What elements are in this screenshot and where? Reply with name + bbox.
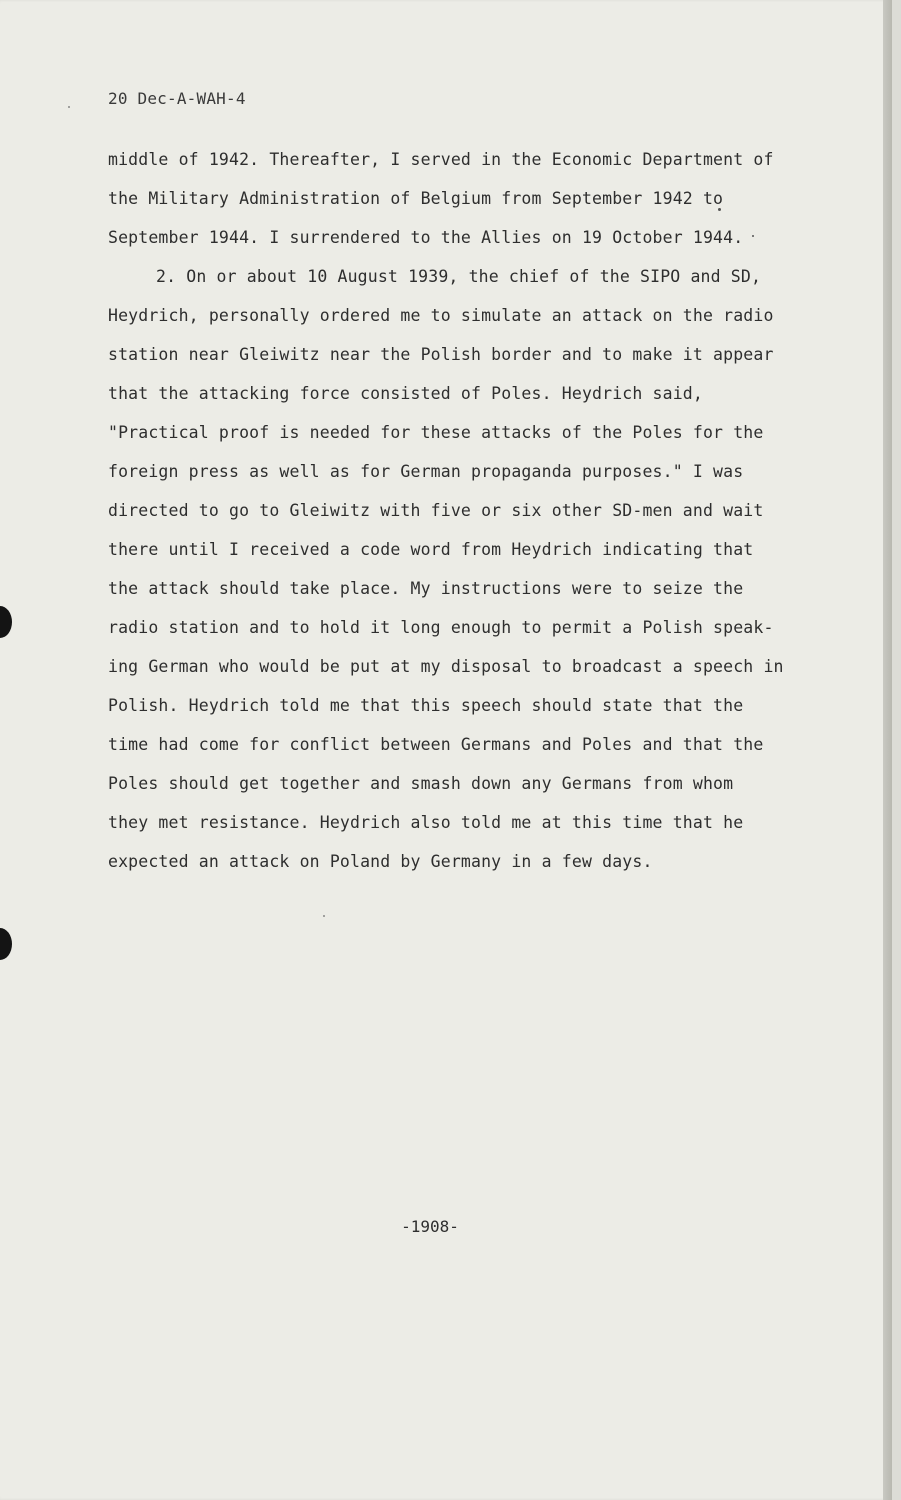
text-line: middle of 1942. Thereafter, I served in the Economic Department of <box>108 150 774 169</box>
paper-speck <box>68 106 70 108</box>
paper-speck <box>323 915 325 917</box>
page-edge <box>883 0 892 1500</box>
text-line: the Military Administration of Belgium from September 1942 to <box>108 189 724 208</box>
text-line: the attack should take place. My instructions were to seize the <box>108 579 744 598</box>
binder-hole-top <box>0 606 12 638</box>
text-line: ing German who would be put at my disposal to broadcast a speech in <box>108 657 784 676</box>
text-line: Poles should get together and smash down any Germans from whom <box>108 774 734 793</box>
text-line: directed to go to Gleiwitz with five or six other SD-men and wait <box>108 501 764 520</box>
binder-hole-bottom <box>0 928 12 960</box>
text-line: that the attacking force consisted of Poles. Heydrich said, <box>108 384 703 403</box>
paper-speck <box>752 235 754 237</box>
document-reference: 20 Dec-A-WAH-4 <box>108 89 246 108</box>
paper-speck <box>718 208 721 211</box>
paragraph-2-first-line: 2. On or about 10 August 1939, the chief of the SIPO and SD, <box>156 267 762 286</box>
text-line: Heydrich, personally ordered me to simulate an attack on the radio <box>108 306 774 325</box>
text-line: radio station and to hold it long enough to permit a Polish speak- <box>108 618 774 637</box>
text-line: there until I received a code word from Heydrich indicating that <box>108 540 754 559</box>
page-number: -1908- <box>401 1217 459 1236</box>
text-line: time had come for conflict between Germans and Poles and that the <box>108 735 764 754</box>
text-line: station near Gleiwitz near the Polish border and to make it appear <box>108 345 774 364</box>
text-line: "Practical proof is needed for these attacks of the Poles for the <box>108 423 764 442</box>
text-line: expected an attack on Poland by Germany in a few days. <box>108 852 653 871</box>
text-line: foreign press as well as for German propaganda purposes." I was <box>108 462 744 481</box>
text-line: September 1944. I surrendered to the Allies on 19 October 1944. <box>108 228 744 247</box>
text-line: Polish. Heydrich told me that this speech should state that the <box>108 696 744 715</box>
text-line: they met resistance. Heydrich also told me at this time that he <box>108 813 744 832</box>
body-text <box>108 145 784 886</box>
